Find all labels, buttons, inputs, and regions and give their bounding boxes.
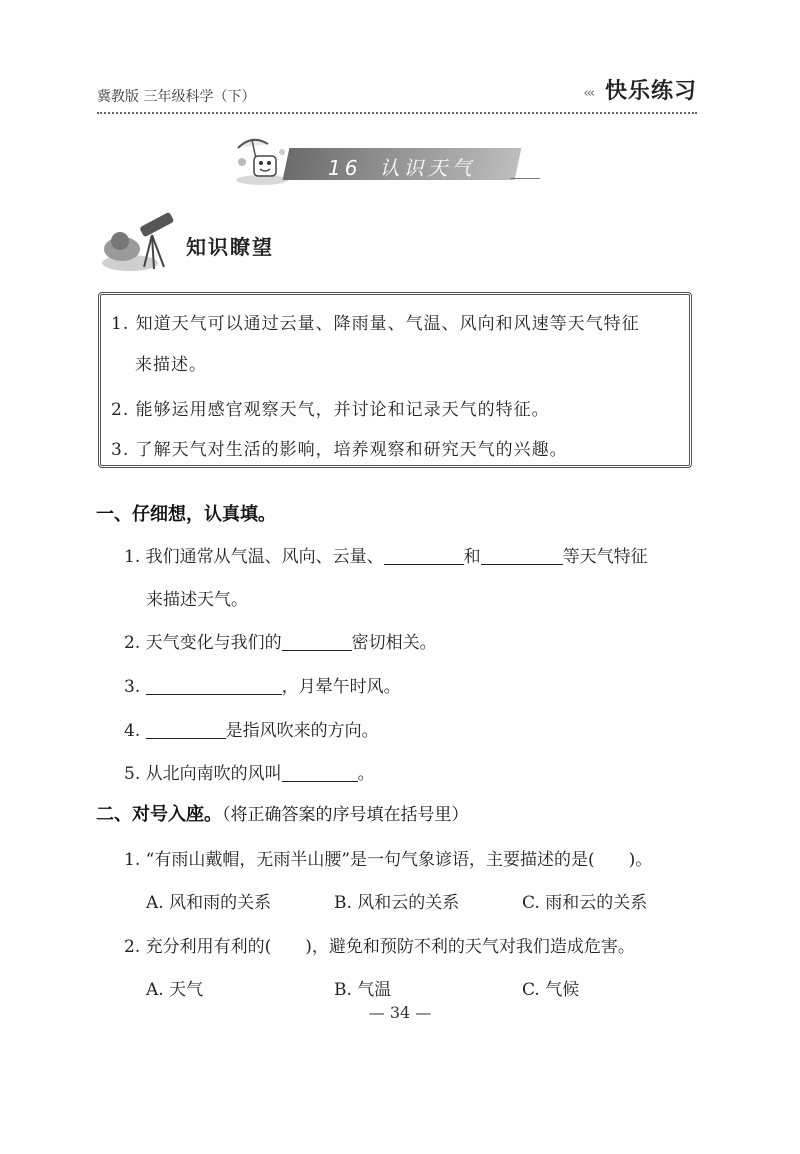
answer-blank-q4[interactable]: [146, 720, 226, 739]
q2-option-a[interactable]: A. 天气: [146, 980, 204, 1000]
q3-text-end: ，月晕午时风。: [281, 677, 401, 697]
objectives-box: [98, 292, 692, 468]
q2-option-c[interactable]: C. 气候: [522, 980, 580, 1000]
part-2-instruction: （将正确答案的序号填在括号里）: [222, 805, 469, 825]
series-title: 快乐练习: [604, 79, 697, 104]
answer-blank-q3[interactable]: [146, 676, 282, 695]
part-1-heading: 一、仔细想，认真填。: [96, 504, 276, 525]
part-2-title: 二、对号入座。: [96, 804, 222, 825]
lesson-number: 16: [328, 156, 362, 180]
lesson-title: [328, 152, 475, 181]
answer-blank-q1-b[interactable]: [481, 546, 563, 565]
part-2-heading: [96, 800, 469, 826]
q2-text-start: 2. 天气变化与我们的: [124, 633, 282, 653]
q5-text-start: 5. 从北向南吹的风叫: [124, 764, 282, 784]
fill-question-2: [124, 628, 437, 653]
q4-text-end: 是指风吹来的方向。: [225, 721, 379, 741]
q1-option-a[interactable]: A. 风和雨的关系: [146, 893, 272, 913]
header-divider: [97, 112, 697, 114]
chevron-decoration-icon: ‹‹‹: [583, 86, 593, 101]
objective-1-line-1: 1. 知道天气可以通过云量、降雨量、气温、风向和风速等天气特征: [111, 314, 640, 334]
fill-question-4: [124, 716, 379, 741]
objective-2: 2. 能够运用感官观察天气，并讨论和记录天气的特征。: [111, 400, 550, 420]
lesson-title-text: 认识天气: [379, 156, 476, 180]
page-number: — 34 —: [368, 1003, 432, 1022]
fill-question-3: [124, 672, 401, 697]
q2-option-b[interactable]: B. 气温: [334, 980, 392, 1000]
q5-text-end: 。: [357, 764, 375, 784]
banner-underline: [510, 178, 540, 179]
objective-1-line-2: 来描述。: [135, 355, 207, 375]
answer-blank-q2[interactable]: [282, 632, 352, 651]
q1-text-mid: 和: [463, 547, 481, 567]
book-title: 冀教版 三年级科学（下）: [97, 89, 256, 105]
q1-text-end: 等天气特征: [562, 547, 648, 567]
q1-option-b[interactable]: B. 风和云的关系: [334, 893, 460, 913]
q1-text-start: 1. 我们通常从气温、风向、云量、: [124, 547, 384, 567]
fill-question-1: [124, 542, 648, 567]
q1-option-c[interactable]: C. 雨和云的关系: [522, 893, 648, 913]
q4-number: 4.: [124, 721, 141, 741]
lesson-banner: [230, 132, 565, 187]
section-header: [100, 205, 285, 275]
section-label: 知识瞭望: [186, 235, 274, 259]
choice-question-2: 2. 充分利用有利的( )，避免和预防不利的天气对我们造成危害。: [124, 937, 635, 957]
telescope-icon: [100, 205, 185, 275]
objective-3: 3. 了解天气对生活的影响，培养观察和研究天气的兴趣。: [111, 440, 568, 460]
answer-blank-q5[interactable]: [282, 763, 358, 782]
answer-blank-q1-a[interactable]: [384, 546, 464, 565]
fill-question-5: [124, 759, 375, 784]
q2-text-end: 密切相关。: [351, 633, 437, 653]
q3-number: 3.: [124, 677, 141, 697]
choice-question-1: 1. “有雨山戴帽，无雨半山腰”是一句气象谚语，主要描述的是( )。: [124, 850, 653, 870]
page-header: [97, 68, 697, 114]
fill-question-1-cont: 来描述天气。: [146, 590, 248, 610]
